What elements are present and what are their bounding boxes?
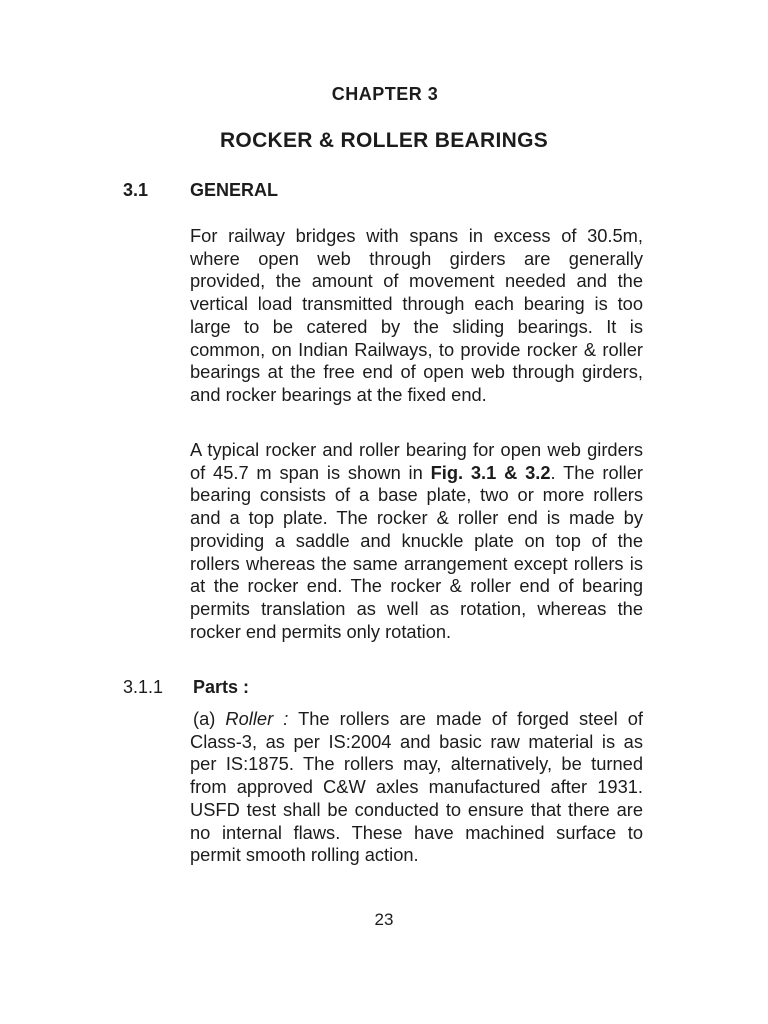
section-number: 3.1 [123,180,149,200]
chapter-label: CHAPTER 3 [331,84,439,104]
chapter-title: ROCKER & ROLLER BEARINGS [219,129,549,152]
general-paragraph-1: For railway bridges with spans in excess of 30.5m, where open web through girders are generally provided, the amount of movement needed and the vertical load transmitted through each bearing is too large to be catered by the sliding bearings. It is common, on Indian Railways, to provide rocker & roller bearings at the free end of open web through girders, and rocker bearings at the fixed end. [190,225,643,405]
item-term: Roller : [225,708,289,729]
subsection-title: Parts : [193,677,250,697]
page-number: 23 [374,910,394,929]
figure-reference: Fig. 3.1 & 3.2 [430,461,551,483]
item-marker: (a) [193,708,216,729]
general-paragraph-2 [190,439,643,643]
subsection-number: 3.1.1 [123,677,164,697]
section-title: GENERAL [190,180,279,200]
item-text: The rollers are made of forged steel of Class-3, as per IS:2004 and basic raw material is as per IS:1875. The rollers may, alternatively, be turned from approved C&W axles manufactured after 1931. USFD test shall be conducted to ensure that there are no internal flaws. These have machined surface to permit smooth rolling action. [190,708,643,866]
paragraph-text-after: . The roller bearing consists of a base plate, two or more rollers and a top plate. The rocker & roller end is made by providing a saddle and knuckle plate on top of the rollers whereas the same arrangement except rollers is at the rocker end. The rocker & roller end of bearing permits translation as well as rotation, whereas the rocker end permits only rotation. [190,461,643,642]
parts-item-roller [190,708,643,867]
paragraph-text-before: A typical rocker and roller bearing for open web girders of 45.7 m span is shown in [190,439,643,483]
